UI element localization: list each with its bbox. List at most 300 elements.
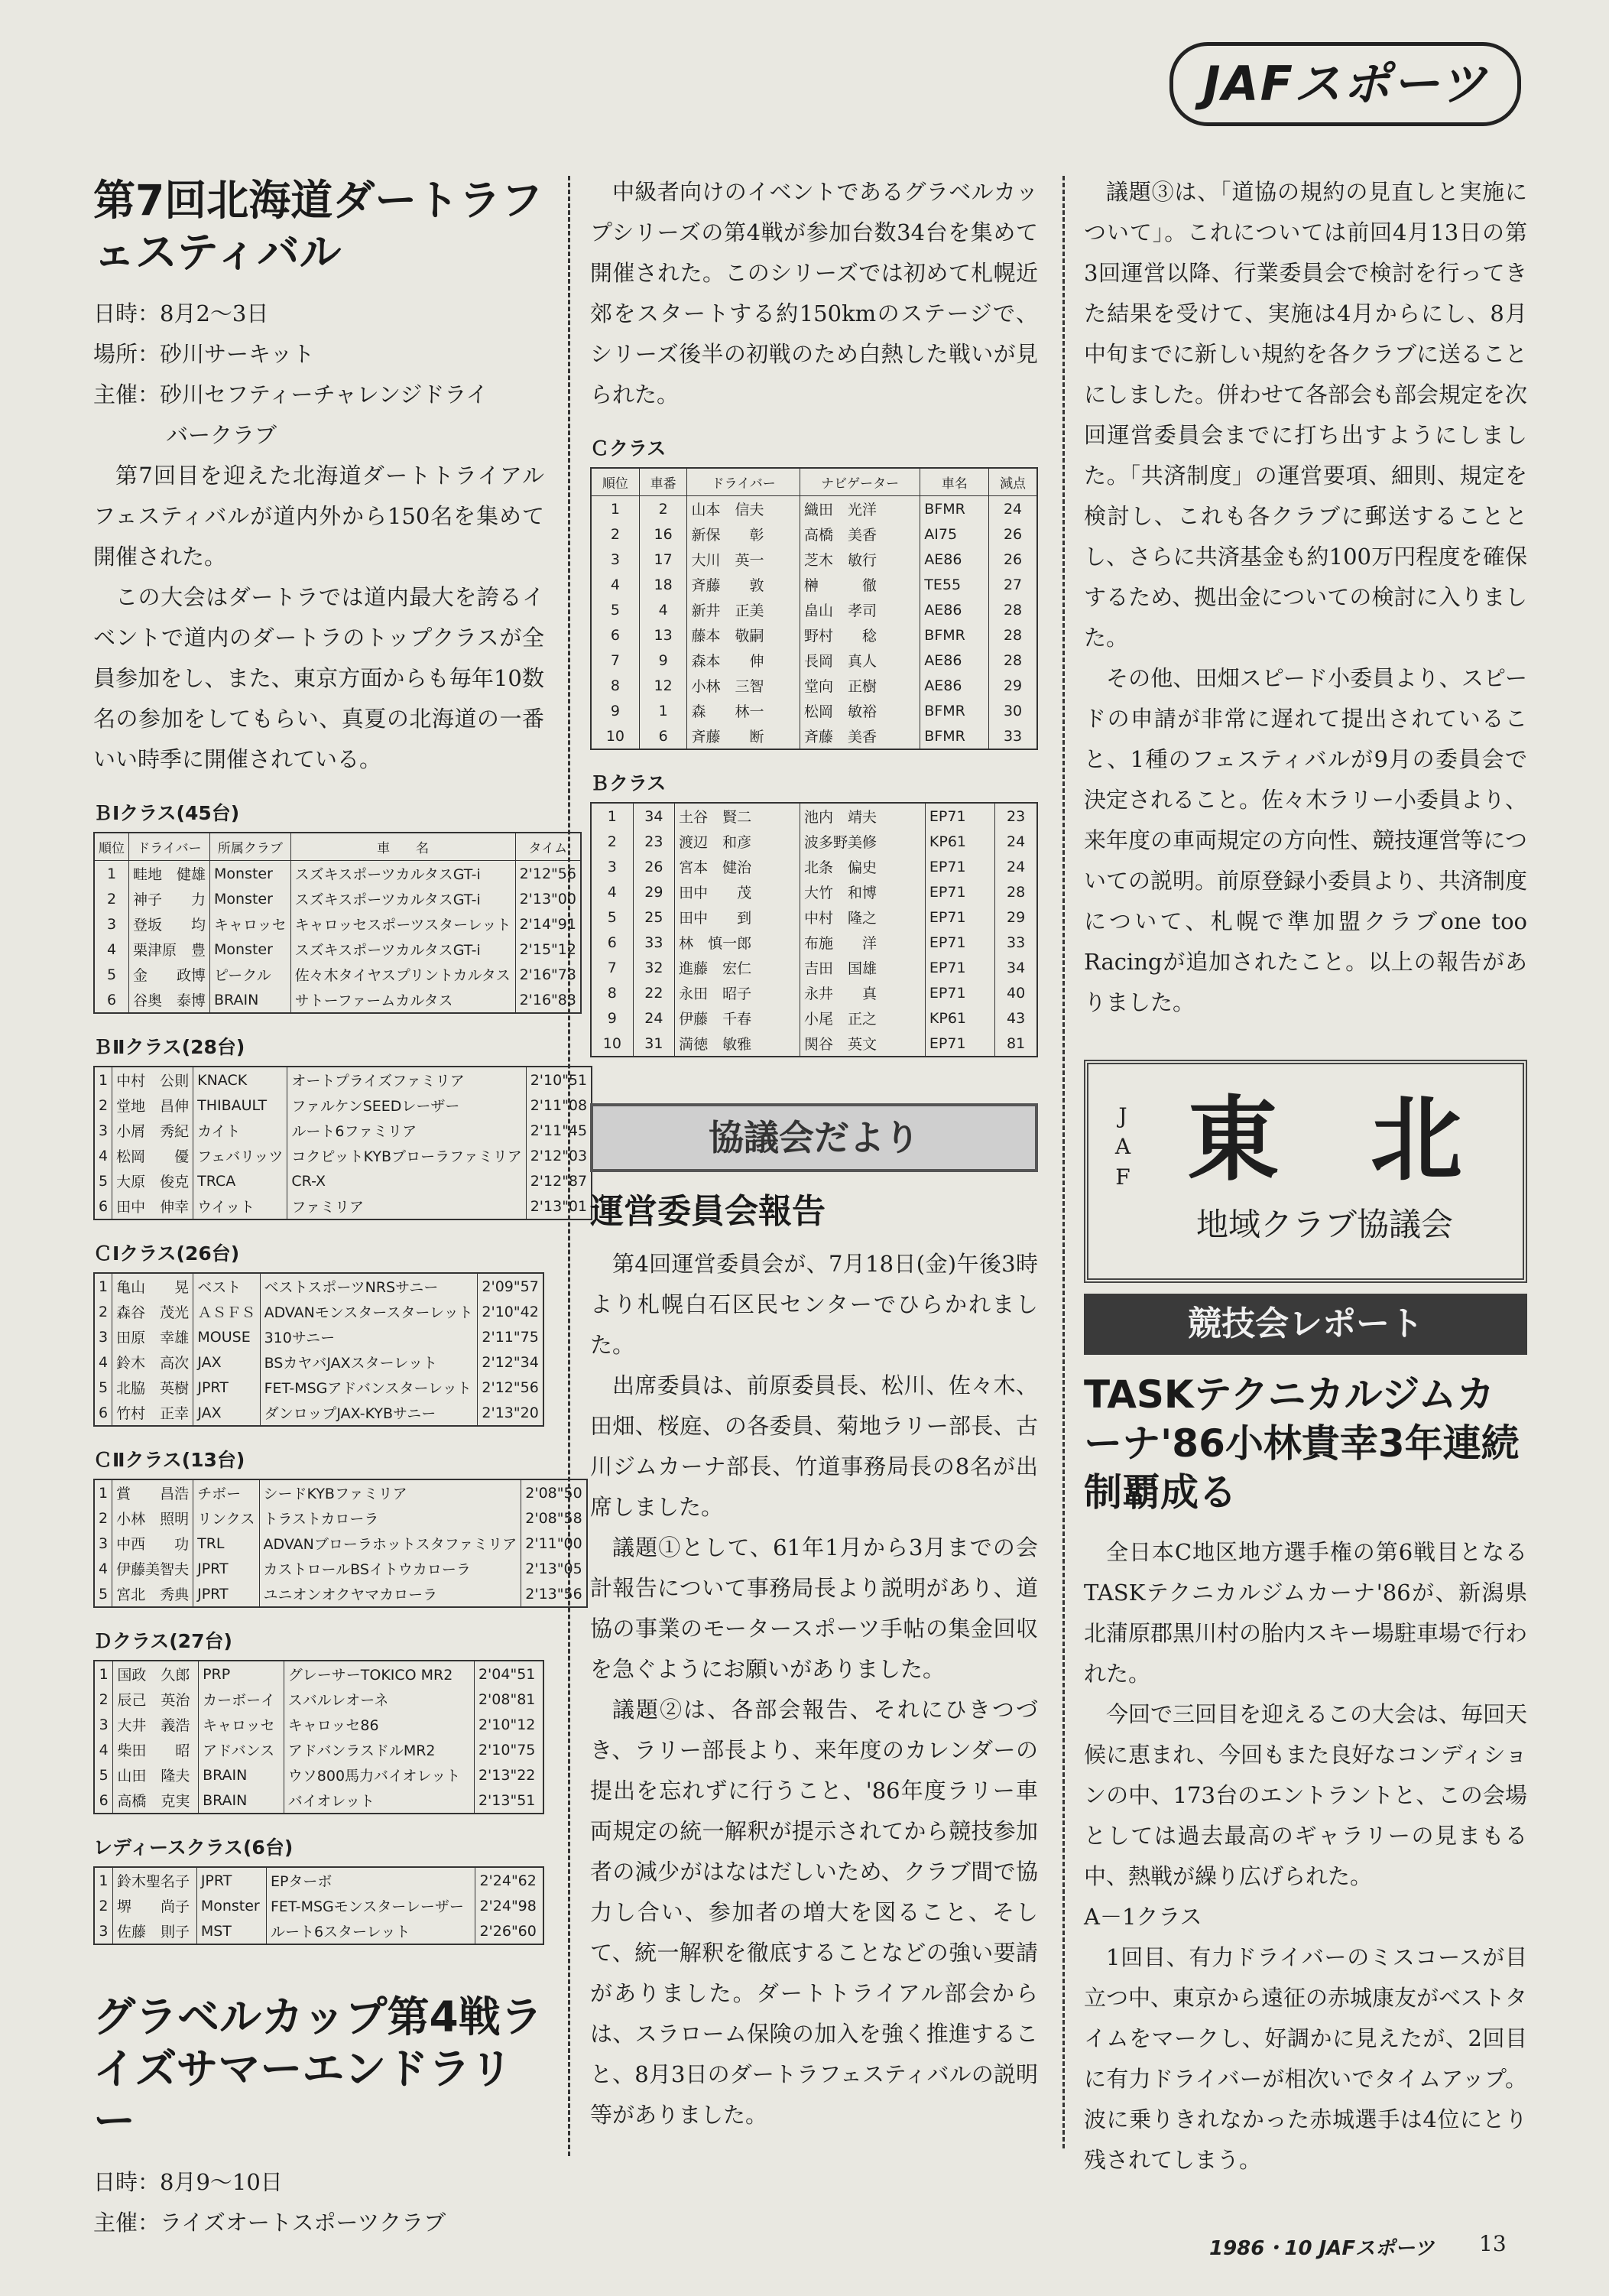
table-cell: 1: [591, 803, 633, 829]
table-cell: 1: [94, 861, 129, 887]
table-cell: 28: [995, 879, 1037, 904]
table-cell: 3: [591, 547, 639, 572]
table-cell: JPRT: [193, 1581, 259, 1607]
table-cell: 5: [591, 904, 633, 930]
class-heading: Ｃクラス: [590, 437, 667, 460]
table-cell: 2'08"50: [521, 1479, 587, 1505]
table-row: [94, 1299, 543, 1324]
class-subhead: A－1クラス: [1084, 1904, 1202, 1930]
table-cell: ルート6スターレット: [266, 1918, 475, 1944]
table-cell: 31: [633, 1031, 674, 1057]
table-row: [591, 930, 1037, 955]
table-cell: 32: [633, 955, 674, 980]
column-header: ナビゲーター: [800, 468, 920, 496]
table-row: [94, 962, 581, 987]
event-date: 日時：8月2～3日: [93, 300, 269, 326]
table-cell: 森谷 茂光: [112, 1299, 193, 1324]
table-cell: 2: [591, 521, 639, 547]
table-cell: EPターボ: [266, 1867, 475, 1893]
table-cell: 4: [639, 597, 687, 622]
table-cell: Monster: [210, 861, 291, 887]
table-cell: 2'13"56: [521, 1581, 587, 1607]
table-row: [94, 1375, 543, 1400]
table-row: [591, 1005, 1037, 1031]
table-cell: 2'12"03: [526, 1143, 592, 1168]
table-cell: PRP: [199, 1661, 284, 1687]
table-cell: 2: [94, 886, 129, 911]
table-cell: 34: [633, 803, 674, 829]
table-cell: 2: [591, 829, 633, 854]
event-organizer-cont: バークラブ: [166, 422, 277, 448]
table-cell: バイオレット: [284, 1788, 474, 1814]
table-cell: 池内 靖夫: [800, 803, 926, 829]
table-row: [591, 521, 1037, 547]
table-cell: スズキスポーツカルタスGT-i: [290, 861, 515, 887]
table-cell: カーボーイ: [199, 1687, 284, 1712]
table-row: [591, 698, 1037, 723]
table-cell: 81: [995, 1031, 1037, 1057]
table-cell: 松岡 優: [112, 1143, 193, 1168]
table-cell: 栗津原 豊: [129, 937, 210, 962]
table-cell: キャロッセ: [199, 1712, 284, 1737]
table-cell: 畠山 孝司: [800, 597, 920, 622]
table-row: [94, 1556, 587, 1581]
column-header: 減点: [989, 468, 1037, 496]
table-cell: ウイット: [193, 1193, 287, 1219]
table-cell: 林 慎一郎: [675, 930, 800, 955]
table-cell: 田中 茂: [675, 879, 800, 904]
table-cell: 2'14"91: [515, 911, 581, 937]
table-cell: 3: [94, 1712, 113, 1737]
table-cell: BRAIN: [210, 987, 291, 1013]
table-row: [591, 723, 1037, 749]
table-cell: ベストスポーツNRSサニー: [260, 1273, 478, 1299]
table-row: [591, 980, 1037, 1005]
table-cell: 榊 徹: [800, 572, 920, 597]
table-row: [94, 1273, 543, 1299]
table-cell: 永田 昭子: [675, 980, 800, 1005]
table-cell: 北条 偏史: [800, 854, 926, 879]
table-cell: 4: [94, 1556, 112, 1581]
table-row: [94, 987, 581, 1013]
jaf-sports-logo: JAFスポーツ: [1169, 42, 1521, 126]
table-cell: カストロールBSイトウカローラ: [259, 1556, 521, 1581]
table-cell: 大井 義浩: [113, 1712, 199, 1737]
table-cell: EP71: [925, 904, 994, 930]
column-3: [1084, 172, 1527, 2181]
table-cell: 斉藤 断: [687, 723, 800, 749]
table-cell: リンクス: [193, 1505, 259, 1531]
results-table: [93, 832, 582, 1014]
table-cell: MOUSE: [193, 1324, 260, 1349]
table-cell: 2'12"87: [526, 1168, 592, 1193]
table-row: [591, 648, 1037, 673]
table-cell: 9: [591, 698, 639, 723]
table-cell: EP71: [925, 1031, 994, 1057]
table-row: [94, 1661, 543, 1687]
table-cell: JPRT: [196, 1867, 266, 1893]
table-cell: 小林 三智: [687, 673, 800, 698]
table-cell: 2'16"83: [515, 987, 581, 1013]
paragraph: 出席委員は、前原委員長、松川、佐々木、田畑、桜庭、の各委員、菊地ラリー部長、古川ジムカーナ部長、竹道事務局長の8名が出席しました。: [590, 1372, 1038, 1520]
table-cell: 2'11"08: [526, 1093, 592, 1118]
table-cell: BFMR: [920, 698, 989, 723]
table-cell: 新保 彰: [687, 521, 800, 547]
table-cell: グレーサーTOKICO MR2: [284, 1661, 474, 1687]
paragraph: 第7回目を迎えた北海道ダートトライアルフェスティバルが道内外から150名を集めて開催された。: [93, 463, 544, 570]
table-cell: ピークル: [210, 962, 291, 987]
event-organizer: 主催：砂川セフティーチャレンジドライ: [93, 382, 488, 408]
table-cell: 18: [639, 572, 687, 597]
column-header: 所属クラブ: [210, 833, 291, 861]
table-cell: ベスト: [193, 1273, 260, 1299]
issue-footer: 1986・10 JAFスポーツ: [1209, 2237, 1435, 2260]
table-cell: 6: [639, 723, 687, 749]
table-cell: 26: [633, 854, 674, 879]
table-row: [591, 622, 1037, 648]
table-cell: 6: [591, 622, 639, 648]
table-cell: ファルケンSEEDレーザー: [287, 1093, 526, 1118]
class-results: [93, 798, 588, 1945]
tohoku-title: 東 北: [1187, 1087, 1462, 1193]
gymkhana-body: [1084, 1532, 1527, 1897]
table-row: [94, 1737, 543, 1762]
column-header: 車 名: [290, 833, 515, 861]
table-cell: 2'13"01: [526, 1193, 592, 1219]
table-cell: 堺 尚子: [112, 1893, 196, 1918]
table-header-row: [591, 468, 1037, 496]
paragraph: 1回目、有力ドライバーのミスコースが目立つ中、東京から遠征の赤城康友がベストタイムをマークし、好調かに見えたが、2回目に有力ドライバーが相次いでタイムアップ。波に乗りきれなかった赤城選手は4位にとり残されてしまう。: [1084, 1944, 1528, 2173]
table-cell: 3: [94, 1531, 112, 1556]
table-row: [94, 1093, 592, 1118]
table-cell: 松岡 敏裕: [800, 698, 920, 723]
table-cell: ADVANブローラホットスタファミリア: [259, 1531, 521, 1556]
table-row: [94, 1687, 543, 1712]
table-cell: 9: [639, 648, 687, 673]
table-cell: AE86: [920, 648, 989, 673]
class-heading: ＢⅠクラス(45台): [93, 802, 240, 824]
table-cell: 12: [639, 673, 687, 698]
column-header: ドライバー: [687, 468, 800, 496]
table-cell: 5: [591, 597, 639, 622]
table-header-row: [94, 833, 581, 861]
table-cell: 23: [633, 829, 674, 854]
table-cell: 渡辺 和彦: [675, 829, 800, 854]
table-cell: FET-MSGアドバンスターレット: [260, 1375, 478, 1400]
table-row: [591, 904, 1037, 930]
table-cell: 田原 幸雄: [112, 1324, 193, 1349]
table-row: [591, 547, 1037, 572]
table-cell: 2'13"00: [515, 886, 581, 911]
competition-report-banner: 競技会レポート: [1084, 1294, 1527, 1355]
table-cell: 斉藤 敦: [687, 572, 800, 597]
table-cell: KNACK: [193, 1067, 287, 1093]
table-cell: AE86: [920, 673, 989, 698]
class-heading: レディースクラス(6台): [93, 1836, 294, 1859]
table-row: [591, 829, 1037, 854]
table-cell: 7: [591, 648, 639, 673]
column-2: [590, 172, 1038, 2135]
table-cell: 29: [995, 904, 1037, 930]
table-cell: 26: [989, 547, 1037, 572]
table-cell: JAX: [193, 1349, 260, 1375]
table-cell: 2: [94, 1687, 113, 1712]
column-header: 順位: [94, 833, 129, 861]
results-table: [93, 1660, 544, 1814]
results-table: [93, 1866, 544, 1945]
table-cell: 佐藤 則子: [112, 1918, 196, 1944]
report-body: [590, 1244, 1038, 2135]
table-row: [94, 1505, 587, 1531]
table-cell: 国政 久郎: [113, 1661, 199, 1687]
table-cell: 鈴木聖名子: [112, 1867, 196, 1893]
table-cell: 6: [94, 1193, 112, 1219]
table-cell: 進藤 宏仁: [675, 955, 800, 980]
table-cell: Monster: [196, 1893, 266, 1918]
table-cell: 29: [633, 879, 674, 904]
table-cell: 佐々木タイヤスプリントカルタス: [290, 962, 515, 987]
table-cell: アドバンス: [199, 1737, 284, 1762]
table-cell: BRAIN: [199, 1762, 284, 1788]
table-row: [94, 1324, 543, 1349]
table-cell: 山田 隆夫: [113, 1762, 199, 1788]
table-cell: 高橋 克実: [113, 1788, 199, 1814]
table-cell: 中村 公則: [112, 1067, 193, 1093]
table-cell: EP71: [925, 980, 994, 1005]
column-header: ドライバー: [129, 833, 210, 861]
table-cell: 2'15"12: [515, 937, 581, 962]
table-cell: 28: [989, 648, 1037, 673]
table-cell: 大竹 和博: [800, 879, 926, 904]
column-1: [93, 174, 588, 2243]
table-cell: 堂向 正樹: [800, 673, 920, 698]
table-cell: 24: [995, 829, 1037, 854]
report-title: 運営委員会報告: [590, 1192, 826, 1231]
results-table: [93, 1066, 592, 1220]
table-cell: Monster: [210, 937, 291, 962]
table-cell: 1: [94, 1479, 112, 1505]
table-cell: 2'10"42: [478, 1299, 543, 1324]
table-cell: 鈴木 高次: [112, 1349, 193, 1375]
tohoku-club-council-banner: [1084, 1060, 1527, 1283]
table-cell: ウソ800馬力バイオレット: [284, 1762, 474, 1788]
table-cell: 22: [633, 980, 674, 1005]
table-cell: 野村 稔: [800, 622, 920, 648]
table-cell: 5: [94, 962, 129, 987]
class-heading: ＣⅡクラス(13台): [93, 1449, 245, 1471]
paragraph: その他、田畑スピード小委員より、スピードの申請が非常に遅れて提出されていること、1種のフェスティバルが9月の委員会で決定されること。佐々木ラリー小委員より、来年度の車両規定の方向性、競技運営等についての説明。前原登録小委員より、共済制度について、札幌で準加盟クラブone too Racingが追加されたこと。以上の報告がありました。: [1084, 665, 1528, 1015]
table-cell: ＡＳＦＳ: [193, 1299, 260, 1324]
table-cell: 谷奥 泰博: [129, 987, 210, 1013]
table-cell: 1: [94, 1867, 112, 1893]
table-cell: 24: [989, 496, 1037, 522]
table-cell: 1: [94, 1273, 112, 1299]
table-cell: EP71: [925, 955, 994, 980]
table-row: [94, 1479, 587, 1505]
table-row: [94, 937, 581, 962]
table-cell: 4: [94, 1143, 112, 1168]
column-header: 車名: [920, 468, 989, 496]
table-cell: 布施 洋: [800, 930, 926, 955]
table-cell: 28: [989, 597, 1037, 622]
jaf-vertical-label: JAF: [1114, 1103, 1131, 1190]
table-cell: オートプライズファミリア: [287, 1067, 526, 1093]
table-cell: 4: [94, 1349, 112, 1375]
table-cell: 2: [94, 1093, 112, 1118]
table-cell: 33: [995, 930, 1037, 955]
table-cell: BFMR: [920, 496, 989, 522]
table-cell: 神子 力: [129, 886, 210, 911]
table-cell: 8: [591, 980, 633, 1005]
table-cell: 畦地 健雄: [129, 861, 210, 887]
paragraph: 中級者向けのイベントであるグラベルカップシリーズの第4戦が参加台数34台を集めて開催された。このシリーズでは初めて札幌近郊をスタートする約150kmのステージで、シリーズ後半の初戦のため白熱した戦いが見られた。: [590, 179, 1038, 408]
table-cell: 6: [591, 930, 633, 955]
table-cell: TRCA: [193, 1168, 287, 1193]
table-cell: 2'26"60: [475, 1918, 543, 1944]
table-cell: 3: [94, 911, 129, 937]
table-cell: 3: [94, 1918, 112, 1944]
table-cell: 6: [94, 987, 129, 1013]
class-heading: Ｂクラス: [590, 772, 667, 794]
table-cell: 25: [633, 904, 674, 930]
table-row: [94, 1581, 587, 1607]
table-cell: EP71: [925, 803, 994, 829]
table-cell: 24: [995, 854, 1037, 879]
paragraph: 議題①として、61年1月から3月までの会計報告について事務局長より説明があり、道協の事業のモータースポーツ手帖の集金回収を急ぐようにお願いがありました。: [590, 1534, 1038, 1682]
table-cell: 田中 伸幸: [112, 1193, 193, 1219]
table-cell: 2: [94, 1299, 112, 1324]
table-row: [94, 1893, 543, 1918]
table-cell: 2'24"98: [475, 1893, 543, 1918]
table-cell: 5: [94, 1375, 112, 1400]
article-title-dirt-trial-festival: 第7回北海道ダートラフェスティバル: [93, 176, 543, 277]
table-row: [94, 861, 581, 887]
event-organizer: 主催：ライズオートスポーツクラブ: [93, 2210, 446, 2236]
table-row: [94, 1531, 587, 1556]
event-date: 日時：8月9～10日: [93, 2169, 283, 2195]
table-cell: 2'04"51: [474, 1661, 543, 1687]
table-cell: 2'13"22: [474, 1762, 543, 1788]
table-cell: AI75: [920, 521, 989, 547]
table-row: [591, 673, 1037, 698]
table-cell: 永井 真: [800, 980, 926, 1005]
table-row: [94, 1400, 543, 1426]
table-cell: 波多野美修: [800, 829, 926, 854]
table-cell: 2'13"51: [474, 1788, 543, 1814]
table-cell: 2: [639, 496, 687, 522]
table-cell: キャロッセ: [210, 911, 291, 937]
table-row: [94, 911, 581, 937]
report-body-cont: [1084, 172, 1527, 1023]
table-cell: 10: [591, 723, 639, 749]
table-cell: 28: [989, 622, 1037, 648]
table-cell: TE55: [920, 572, 989, 597]
table-cell: 中村 隆之: [800, 904, 926, 930]
table-row: [591, 854, 1037, 879]
table-cell: 2: [94, 1505, 112, 1531]
table-cell: CR-X: [287, 1168, 526, 1193]
table-cell: 大原 俊克: [112, 1168, 193, 1193]
table-cell: 310サニー: [260, 1324, 478, 1349]
table-cell: 2'13"05: [521, 1556, 587, 1581]
table-cell: 土谷 賢二: [675, 803, 800, 829]
results-table: [93, 1479, 588, 1608]
table-cell: 2'11"75: [478, 1324, 543, 1349]
table-cell: 宮本 健治: [675, 854, 800, 879]
table-row: [94, 1762, 543, 1788]
table-cell: スズキスポーツカルタスGT-i: [290, 886, 515, 911]
page-number: 13: [1479, 2231, 1507, 2256]
table-row: [94, 1193, 592, 1219]
article-title-gravel-cup: グラベルカップ第4戦ライズサマーエンドラリー: [93, 1992, 543, 2145]
paragraph: 議題③は、「道協の規約の見直しと実施について」。これについては前回4月13日の第3回運営以降、行業委員会で検討を行ってきた結果を受けて、実施は4月からにし、8月中旬までに新しい規約を各クラブに送ることにしました。併わせて各部会も部会規定を次回運営委員会までに打ち出すようにしました。「共済制度」の運営要項、細則、規定を検討し、これも各クラブに郵送することとし、さらに共済基金も約100万円程度を確保するため、拠出金についての検討に入りました。: [1084, 179, 1528, 651]
table-cell: 2'12"34: [478, 1349, 543, 1375]
column-header: 車番: [639, 468, 687, 496]
table-cell: キャロッセ86: [284, 1712, 474, 1737]
table-cell: 2'13"20: [478, 1400, 543, 1426]
paragraph: 議題②は、各部会報告、それにひきつづき、ラリー部長より、来年度のカレンダーの提出を忘れずに行うこと、'86年度ラリー車両規定の統一解釈が提示されてから競技参加者の減少がはなはだしいため、クラブ間で協力し合い、参加者の増大を図ること、そして、統一解釈を徹底することなどの強い要請がありました。ダートトライアル部会からは、スラローム保険の加入を強く推進すること、8月3日のダートラフェスティバルの説明等がありました。: [590, 1697, 1038, 2128]
table-cell: 辰己 英治: [113, 1687, 199, 1712]
table-cell: 27: [989, 572, 1037, 597]
table-cell: 3: [591, 854, 633, 879]
class-heading: Ｄクラス(27台): [93, 1630, 232, 1652]
table-cell: 2'11"00: [521, 1531, 587, 1556]
table-row: [94, 886, 581, 911]
table-cell: 1: [639, 698, 687, 723]
table-cell: 小林 照明: [112, 1505, 193, 1531]
table-cell: KP61: [925, 829, 994, 854]
table-cell: 10: [591, 1031, 633, 1057]
table-cell: 2'10"51: [526, 1067, 592, 1093]
table-cell: フェバリッツ: [193, 1143, 287, 1168]
table-cell: FET-MSGモンスターレーザー: [266, 1893, 475, 1918]
table-cell: 登坂 均: [129, 911, 210, 937]
table-cell: 4: [591, 879, 633, 904]
table-row: [591, 597, 1037, 622]
table-row: [94, 1712, 543, 1737]
table-cell: BRAIN: [199, 1788, 284, 1814]
table-cell: チボー: [193, 1479, 259, 1505]
table-cell: ファミリア: [287, 1193, 526, 1219]
table-cell: 森本 伸: [687, 648, 800, 673]
table-cell: 29: [989, 673, 1037, 698]
table-cell: TRL: [193, 1531, 259, 1556]
table-row: [591, 879, 1037, 904]
results-table: [93, 1272, 544, 1427]
table-cell: 山本 信夫: [687, 496, 800, 522]
table-cell: 1: [591, 496, 639, 522]
table-cell: 13: [639, 622, 687, 648]
class-heading: ＢⅡクラス(28台): [93, 1036, 245, 1058]
table-cell: 40: [995, 980, 1037, 1005]
table-cell: 7: [591, 955, 633, 980]
table-cell: 柴田 昭: [113, 1737, 199, 1762]
table-row: [94, 1168, 592, 1193]
table-cell: スバルレオーネ: [284, 1687, 474, 1712]
table-cell: 2'10"12: [474, 1712, 543, 1737]
results-table: [590, 467, 1038, 750]
table-cell: ユニオンオクヤマカローラ: [259, 1581, 521, 1607]
table-cell: 2: [94, 1893, 112, 1918]
table-cell: 関谷 英文: [800, 1031, 926, 1057]
table-cell: 森 林一: [687, 698, 800, 723]
table-cell: 織田 光洋: [800, 496, 920, 522]
column-header: 順位: [591, 468, 639, 496]
column-header: タイム: [515, 833, 581, 861]
table-row: [94, 1118, 592, 1143]
table-cell: 芝木 敏行: [800, 547, 920, 572]
table-cell: 24: [633, 1005, 674, 1031]
